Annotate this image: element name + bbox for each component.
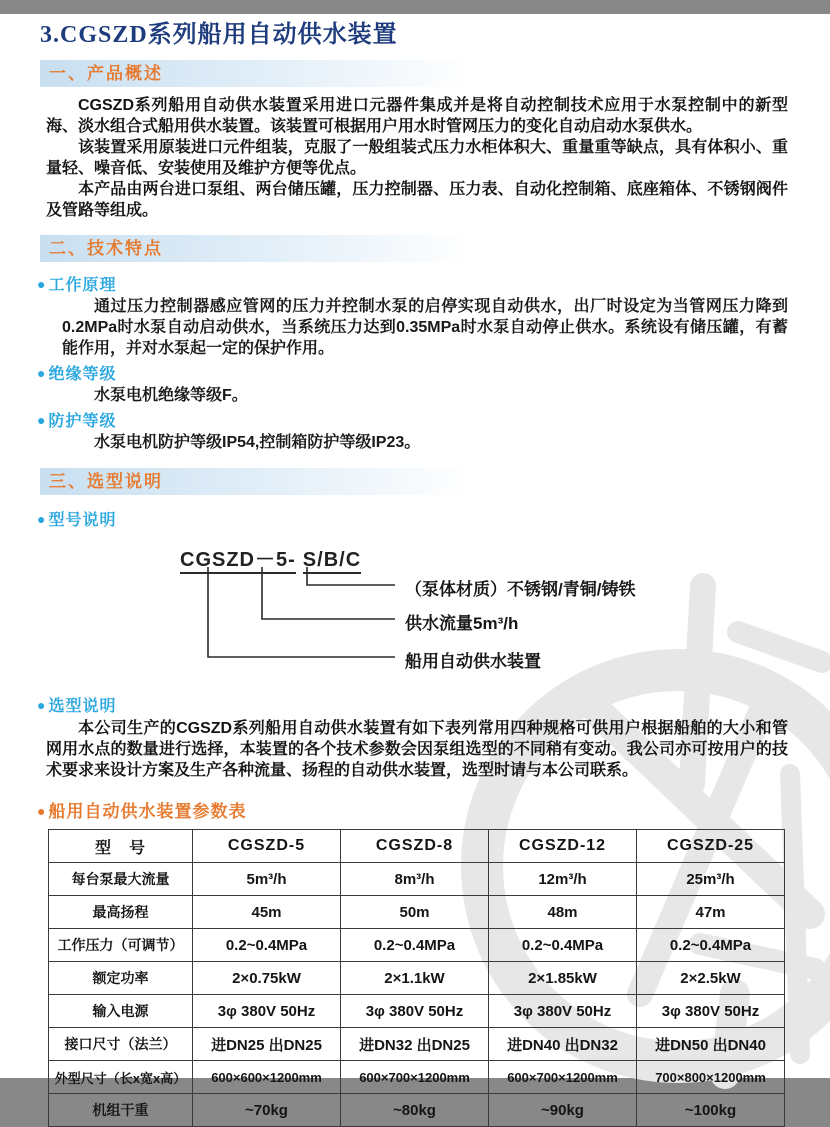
table-cell: 600×700×1200mm: [341, 1061, 489, 1094]
table-cell: 47m: [637, 896, 785, 929]
table-heading: ● 船用自动供水装置参数表: [37, 802, 247, 821]
table-cell: 型 号: [49, 830, 193, 863]
parameters-table: [48, 829, 785, 1127]
bullet-icon: ●: [37, 412, 47, 428]
table-cell: 最高扬程: [49, 896, 193, 929]
model-number-diagram: [180, 543, 790, 683]
table-cell: CGSZD-8: [341, 830, 489, 863]
table-cell: 0.2~0.4MPa: [637, 929, 785, 962]
feature-text: [62, 385, 788, 406]
table-cell: 2×0.75kW: [193, 962, 341, 995]
diagram-label-flow: 供水流量5m³/h: [405, 614, 519, 633]
table-cell: 2×2.5kW: [637, 962, 785, 995]
feature-text: [62, 432, 788, 453]
datasheet-page: [0, 14, 830, 1119]
bullet-icon: ●: [37, 697, 47, 713]
table-cell: 3φ 380V 50Hz: [193, 995, 341, 1028]
table-cell: CGSZD-12: [489, 830, 637, 863]
table-cell: 进DN25 出DN25: [193, 1028, 341, 1061]
table-cell: 0.2~0.4MPa: [489, 929, 637, 962]
table-cell: 8m³/h: [341, 863, 489, 896]
table-cell: 输入电源: [49, 995, 193, 1028]
selection-paragraph: [46, 718, 788, 781]
paragraph: CGSZD系列船用自动供水装置采用进口元器件集成并是将自动控制技术应用于水泵控制中的新型海、淡水组合式船用供水装置。该装置可根据用户用水时管网压力的变化自动启动水泵供水。: [46, 97, 788, 135]
diagram-label-device: 船用自动供水装置: [405, 652, 541, 671]
table-cell: 48m: [489, 896, 637, 929]
feature-label-insulation-class: ● 绝缘等级: [37, 365, 117, 383]
paragraph: 本产品由两台进口泵组、两台储压罐，压力控制器、压力表、自动化控制箱、底座箱体、不锈钢阀件及管路等组成。: [46, 181, 788, 219]
table-cell: 600×700×1200mm: [489, 1061, 637, 1094]
table-cell: ~80kg: [341, 1094, 489, 1127]
table-cell: 5m³/h: [193, 863, 341, 896]
table-row: [49, 929, 785, 962]
feature-text: [62, 296, 788, 359]
table-cell: ~70kg: [193, 1094, 341, 1127]
table-cell: 600×600×1200mm: [193, 1061, 341, 1094]
paragraph: 该装置采用原装进口元件组装，克服了一般组装式压力水柜体积大、重量重等缺点，具有体积小、重量轻、噪音低、安装使用及维护方便等优点。: [46, 139, 788, 177]
paragraph: 水泵电机绝缘等级F。: [94, 387, 248, 404]
table-cell: ~90kg: [489, 1094, 637, 1127]
table-row: [49, 1028, 785, 1061]
overview-paragraphs: [46, 95, 788, 221]
table-row: [49, 1061, 785, 1094]
table-cell: 每台泵最大流量: [49, 863, 193, 896]
feature-label-protection-class: ● 防护等级: [37, 412, 117, 430]
table-cell: 12m³/h: [489, 863, 637, 896]
bullet-icon: ●: [37, 365, 47, 381]
table-cell: 3φ 380V 50Hz: [489, 995, 637, 1028]
table-cell: 3φ 380V 50Hz: [341, 995, 489, 1028]
table-row: [49, 863, 785, 896]
model-heading: ● 型号说明: [37, 511, 117, 529]
table-cell: 接口尺寸（法兰）: [49, 1028, 193, 1061]
table-cell: ~100kg: [637, 1094, 785, 1127]
table-cell: 50m: [341, 896, 489, 929]
paragraph: 水泵电机防护等级IP54,控制箱防护等级IP23。: [94, 434, 421, 451]
model-code-material: S/B/C: [303, 549, 361, 574]
model-code-flow: －5-: [255, 549, 296, 574]
table-cell: 进DN32 出DN25: [341, 1028, 489, 1061]
table-cell: 0.2~0.4MPa: [193, 929, 341, 962]
bullet-icon: ●: [37, 511, 47, 527]
table-cell: 额定功率: [49, 962, 193, 995]
table-cell: 2×1.85kW: [489, 962, 637, 995]
table-cell: 0.2~0.4MPa: [341, 929, 489, 962]
section-heading-overview: 一、产品概述: [40, 60, 510, 87]
selection-subheading: ● 选型说明: [37, 697, 117, 715]
paragraph: 本公司生产的CGSZD系列船用自动供水装置有如下表列常用四种规格可供用户根据船舶的大小和管网用水点的数量进行选择，本装置的各个技术参数会因泵组选型的不同稍有变动。我公司亦可按用户的技术要求来设计方案及生产各种流量、扬程的自动供水装置，选型时请与本公司联系。: [46, 720, 788, 779]
table-row: [49, 896, 785, 929]
table-cell: CGSZD-25: [637, 830, 785, 863]
table-cell: 进DN50 出DN40: [637, 1028, 785, 1061]
table-cell: 工作压力（可调节）: [49, 929, 193, 962]
model-code-base: CGSZD: [180, 549, 255, 574]
diagram-label-material: （泵体材质）不锈钢/青铜/铸铁: [405, 580, 636, 599]
page-title: 3.CGSZD系列船用自动供水装置: [40, 22, 398, 48]
feature-label-working-principle: ● 工作原理: [37, 276, 117, 294]
section-heading-selection: 三、选型说明: [40, 468, 510, 495]
table-cell: 700×800×1200mm: [637, 1061, 785, 1094]
section-heading-features: 二、技术特点: [40, 235, 510, 262]
bullet-icon: ●: [37, 803, 47, 819]
table-cell: 45m: [193, 896, 341, 929]
table-row: [49, 962, 785, 995]
paragraph: 通过压力控制器感应管网的压力并控制水泵的启停实现自动供水，出厂时设定为当管网压力降到0.2MPa时水泵自动启动供水，当系统压力达到0.35MPa时水泵自动停止供水。系统设有储压罐，有蓄能作用，并对水泵起一定的保护作用。: [62, 298, 788, 357]
table-cell: 2×1.1kW: [341, 962, 489, 995]
table-cell: 3φ 380V 50Hz: [637, 995, 785, 1028]
table-cell: CGSZD-5: [193, 830, 341, 863]
bullet-icon: ●: [37, 276, 47, 292]
table-row: [49, 995, 785, 1028]
table-cell: 进DN40 出DN32: [489, 1028, 637, 1061]
table-header-row: [49, 830, 785, 863]
table-cell: 外型尺寸（长x宽x高）: [49, 1061, 193, 1094]
table-row: [49, 1094, 785, 1127]
table-cell: 机组干重: [49, 1094, 193, 1127]
table-cell: 25m³/h: [637, 863, 785, 896]
